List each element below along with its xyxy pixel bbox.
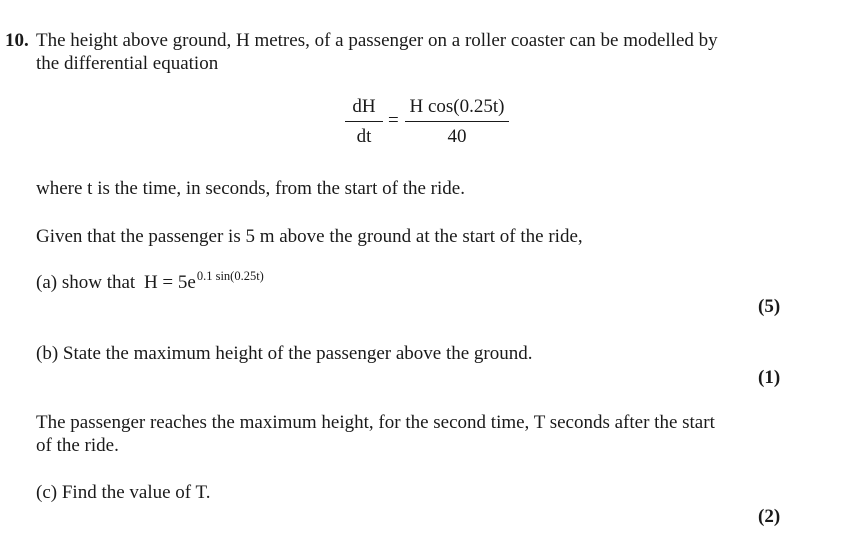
rhs-fraction-bar	[405, 121, 509, 122]
part-c	[36, 481, 210, 505]
part-b-text: State the maximum height of the passenger above the ground.	[62, 343, 533, 364]
second-time-line-1: The passenger reaches the maximum height, for the second time, T seconds after the start	[36, 412, 715, 433]
part-b	[36, 342, 533, 366]
part-c-text: Find the value of T.	[61, 482, 211, 503]
part-c-marks: (2)	[758, 506, 781, 527]
lhs-numerator: dH	[352, 96, 376, 117]
question-number: 10.	[5, 30, 29, 51]
lhs-fraction	[345, 95, 383, 149]
lhs-denominator: dt	[356, 126, 372, 147]
part-b-marks: (1)	[758, 367, 781, 388]
part-a-expression	[143, 269, 264, 293]
part-a	[36, 271, 264, 296]
part-b-label: (b)	[36, 343, 59, 364]
equals-sign: =	[388, 110, 399, 131]
intro-line-1: The height above ground, H metres, of a passenger on a roller coaster can be modelled by	[36, 30, 718, 51]
part-a-expr-exponent: 0.1 sin(0.25t)	[196, 269, 264, 283]
intro-line-2: the differential equation	[36, 53, 219, 74]
where-text: where t is the time, in seconds, from the start of the ride.	[36, 178, 465, 199]
rhs-denominator: 40	[447, 126, 467, 147]
lhs-fraction-bar	[345, 121, 383, 122]
rhs-fraction	[405, 95, 509, 149]
given-text: Given that the passenger is 5 m above the ground at the start of the ride,	[36, 226, 583, 247]
rhs-numerator: H cos(0.25t)	[409, 96, 505, 117]
part-a-marks: (5)	[758, 296, 781, 317]
part-a-expr-base: H = 5e	[143, 272, 196, 293]
part-c-label: (c)	[36, 482, 58, 503]
part-a-text: show that	[61, 272, 136, 293]
second-time-line-2: of the ride.	[36, 435, 119, 456]
part-a-label: (a)	[36, 272, 58, 293]
